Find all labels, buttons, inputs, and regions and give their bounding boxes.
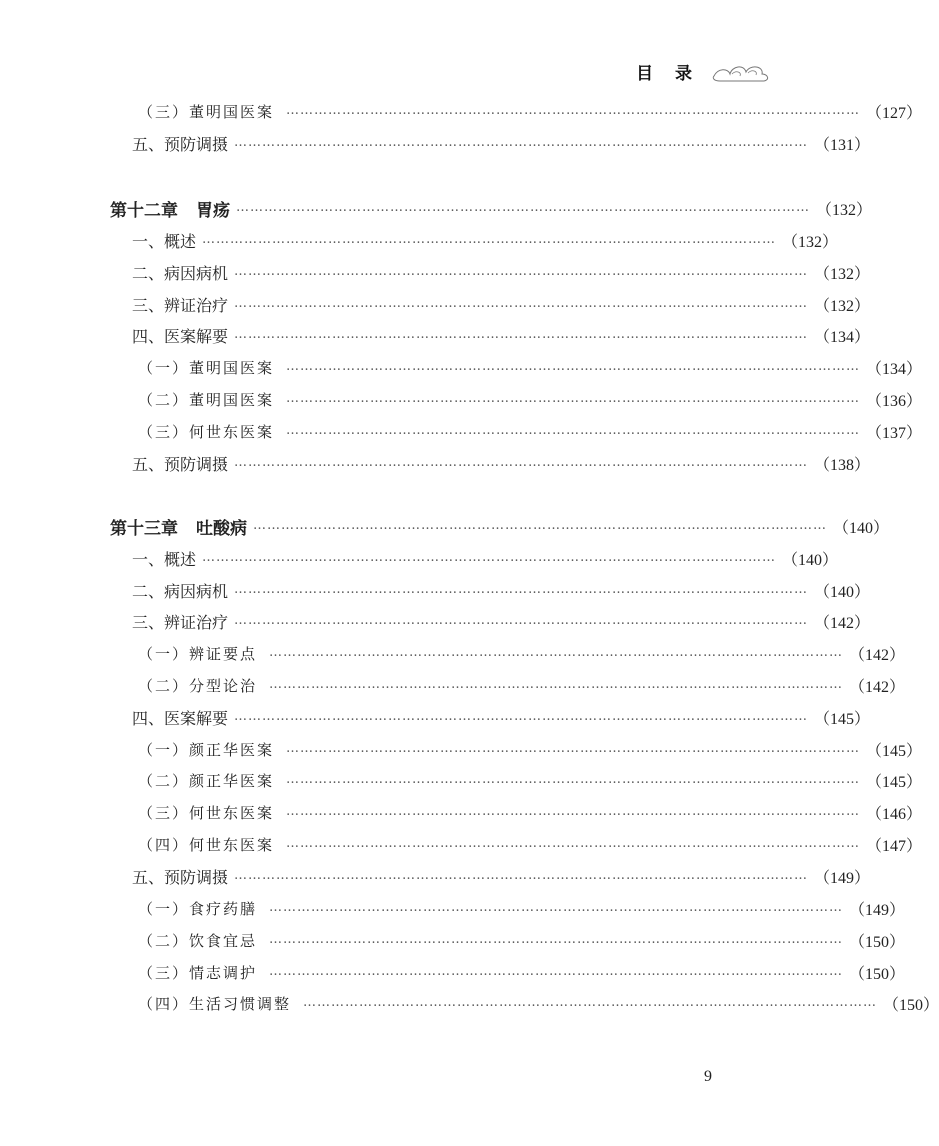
toc-entry-title: （二）董明国医案 — [138, 390, 275, 409]
toc-entry-title: （一）辨证要点 — [138, 644, 258, 663]
toc-entry-title: （四）生活习惯调整 — [138, 994, 292, 1013]
toc-leader-dots: …………………………………………………………………………………………………………… — [286, 741, 861, 756]
toc-entry-title: （二）颜正华医案 — [138, 771, 275, 790]
toc-entry[interactable] — [0, 991, 939, 1015]
toc-leader-dots: …………………………………………………………………………………………………………… — [236, 200, 810, 215]
toc-entry-page: （147） — [866, 837, 923, 855]
page-header — [636, 56, 772, 86]
toc-entry-title: 三、辨证治疗 — [132, 295, 229, 315]
toc-leader-dots: …………………………………………………………………………………………………………… — [286, 423, 861, 438]
toc-entry-page: （149） — [814, 869, 871, 887]
toc-entry[interactable] — [0, 99, 923, 123]
toc-entry-title: 二、病因病机 — [132, 263, 229, 283]
toc-leader-dots: …………………………………………………………………………………………………………… — [286, 804, 861, 819]
toc-entry-page: （142） — [849, 646, 906, 664]
toc-entry-page: （136） — [866, 392, 923, 410]
toc-entry-page: （140） — [814, 583, 871, 601]
toc-entry-title: 三、辨证治疗 — [132, 612, 229, 632]
toc-entry-page: （138） — [814, 456, 871, 474]
toc-entry-page: （127） — [866, 104, 923, 122]
toc-leader-dots: …………………………………………………………………………………………………………… — [234, 868, 809, 883]
toc-chapter-entry[interactable] — [0, 196, 873, 221]
toc-entry-page: （134） — [814, 328, 871, 346]
toc-leader-dots: …………………………………………………………………………………………………………… — [286, 772, 861, 787]
toc-entry-title: （二）分型论治 — [138, 676, 258, 695]
toc-entry-page: （149） — [849, 901, 906, 919]
toc-entry-title: （一）颜正华医案 — [138, 740, 275, 759]
toc-entry-page: （140） — [833, 519, 890, 537]
toc-entry-page: （131） — [814, 136, 871, 154]
header-title: 目 录 — [636, 63, 700, 84]
toc-leader-dots: …………………………………………………………………………………………………………… — [286, 836, 861, 851]
toc-entry[interactable] — [0, 864, 871, 888]
toc-leader-dots: …………………………………………………………………………………………………………… — [303, 995, 878, 1010]
toc-entry-page: （145） — [814, 710, 871, 728]
toc-entry[interactable] — [0, 419, 923, 443]
toc-entry-title: （一）食疗药膳 — [138, 899, 258, 918]
cloud-ornament-icon — [710, 56, 772, 86]
toc-entry[interactable] — [0, 768, 923, 792]
toc-entry-title: 一、概述 — [132, 549, 197, 569]
toc-entry[interactable] — [0, 832, 923, 856]
toc-entry-page: （132） — [782, 233, 839, 251]
toc-leader-dots: …………………………………………………………………………………………………………… — [234, 582, 809, 597]
toc-entry-title: （一）董明国医案 — [138, 358, 275, 377]
toc-entry-title: 四、医案解要 — [132, 708, 229, 728]
toc-entry-page: （137） — [866, 424, 923, 442]
toc-entry-title: （三）何世东医案 — [138, 422, 275, 441]
toc-entry[interactable] — [0, 928, 906, 952]
toc-entry-title: 五、预防调摄 — [132, 454, 229, 474]
toc-entry-page: （142） — [849, 678, 906, 696]
toc-leader-dots: …………………………………………………………………………………………………………… — [234, 709, 809, 724]
chapter-name: 胃疡 — [196, 200, 230, 221]
toc-leader-dots: …………………………………………………………………………………………………………… — [234, 264, 809, 279]
toc-leader-dots: …………………………………………………………………………………………………………… — [234, 327, 809, 342]
toc-entry[interactable] — [0, 292, 871, 316]
toc-entry-title: （四）何世东医案 — [138, 835, 275, 854]
toc-entry-title: （三）情志调护 — [138, 963, 258, 982]
toc-leader-dots: …………………………………………………………………………………………………………… — [286, 359, 861, 374]
toc-leader-dots: …………………………………………………………………………………………………………… — [269, 677, 844, 692]
toc-entry-page: （146） — [866, 805, 923, 823]
chapter-name: 吐酸病 — [196, 518, 247, 539]
toc-chapter-entry[interactable] — [0, 514, 890, 539]
toc-entry-page: （140） — [782, 551, 839, 569]
toc-entry[interactable] — [0, 260, 871, 284]
toc-entry-title: 一、概述 — [132, 231, 197, 251]
toc-leader-dots: …………………………………………………………………………………………………………… — [202, 232, 777, 247]
toc-entry-page: （132） — [814, 297, 871, 315]
chapter-number: 第十三章 — [110, 518, 178, 539]
toc-leader-dots: …………………………………………………………………………………………………………… — [234, 455, 809, 470]
toc-leader-dots: …………………………………………………………………………………………………………… — [269, 932, 844, 947]
toc-entry[interactable] — [0, 323, 871, 347]
toc-leader-dots: …………………………………………………………………………………………………………… — [202, 550, 777, 565]
toc-entry[interactable] — [0, 387, 923, 411]
toc-entry-page: （150） — [849, 933, 906, 951]
toc-entry[interactable] — [0, 546, 839, 570]
toc-entry[interactable] — [0, 451, 871, 475]
toc-chapter-title — [0, 196, 230, 221]
toc-entry-page: （145） — [866, 742, 923, 760]
chapter-number: 第十二章 — [110, 200, 178, 221]
toc-leader-dots: …………………………………………………………………………………………………………… — [234, 296, 809, 311]
toc-entry[interactable] — [0, 578, 871, 602]
toc-entry-title: 四、医案解要 — [132, 326, 229, 346]
toc-leader-dots: …………………………………………………………………………………………………………… — [269, 964, 844, 979]
toc-leader-dots: …………………………………………………………………………………………………………… — [269, 645, 844, 660]
toc-leader-dots: …………………………………………………………………………………………………………… — [234, 613, 809, 628]
toc-entry[interactable] — [0, 737, 923, 761]
toc-entry-page: （142） — [814, 614, 871, 632]
toc-entry[interactable] — [0, 705, 871, 729]
toc-entry[interactable] — [0, 609, 871, 633]
toc-leader-dots: …………………………………………………………………………………………………………… — [253, 518, 827, 533]
toc-entry-title: 五、预防调摄 — [132, 867, 229, 887]
page-number: 9 — [704, 1068, 712, 1085]
toc-entry-title: （三）何世东医案 — [138, 803, 275, 822]
toc-entry[interactable] — [0, 960, 906, 984]
toc-entry-title: （二）饮食宜忌 — [138, 931, 258, 950]
toc-entry[interactable] — [0, 800, 923, 824]
toc-entry[interactable] — [0, 896, 906, 920]
toc-entry-page: （134） — [866, 360, 923, 378]
toc-entry[interactable] — [0, 355, 923, 379]
toc-entry-title: 五、预防调摄 — [132, 134, 229, 154]
toc-entry-title: 二、病因病机 — [132, 581, 229, 601]
toc-entry-page: （150） — [883, 996, 939, 1014]
toc-entry-page: （132） — [814, 265, 871, 283]
toc-leader-dots: …………………………………………………………………………………………………………… — [286, 391, 861, 406]
toc-entry-title: （三）董明国医案 — [138, 102, 275, 121]
toc-entry-page: （150） — [849, 965, 906, 983]
toc-leader-dots: …………………………………………………………………………………………………………… — [286, 103, 861, 118]
toc-entry[interactable] — [0, 228, 839, 252]
toc-entry-page: （145） — [866, 773, 923, 791]
toc-entry[interactable] — [0, 673, 906, 697]
toc-chapter-title — [0, 514, 247, 539]
toc-leader-dots: …………………………………………………………………………………………………………… — [234, 135, 809, 150]
toc-entry-page: （132） — [816, 201, 873, 219]
toc-entry[interactable] — [0, 641, 906, 665]
toc-entry[interactable] — [0, 131, 871, 155]
toc-leader-dots: …………………………………………………………………………………………………………… — [269, 900, 844, 915]
